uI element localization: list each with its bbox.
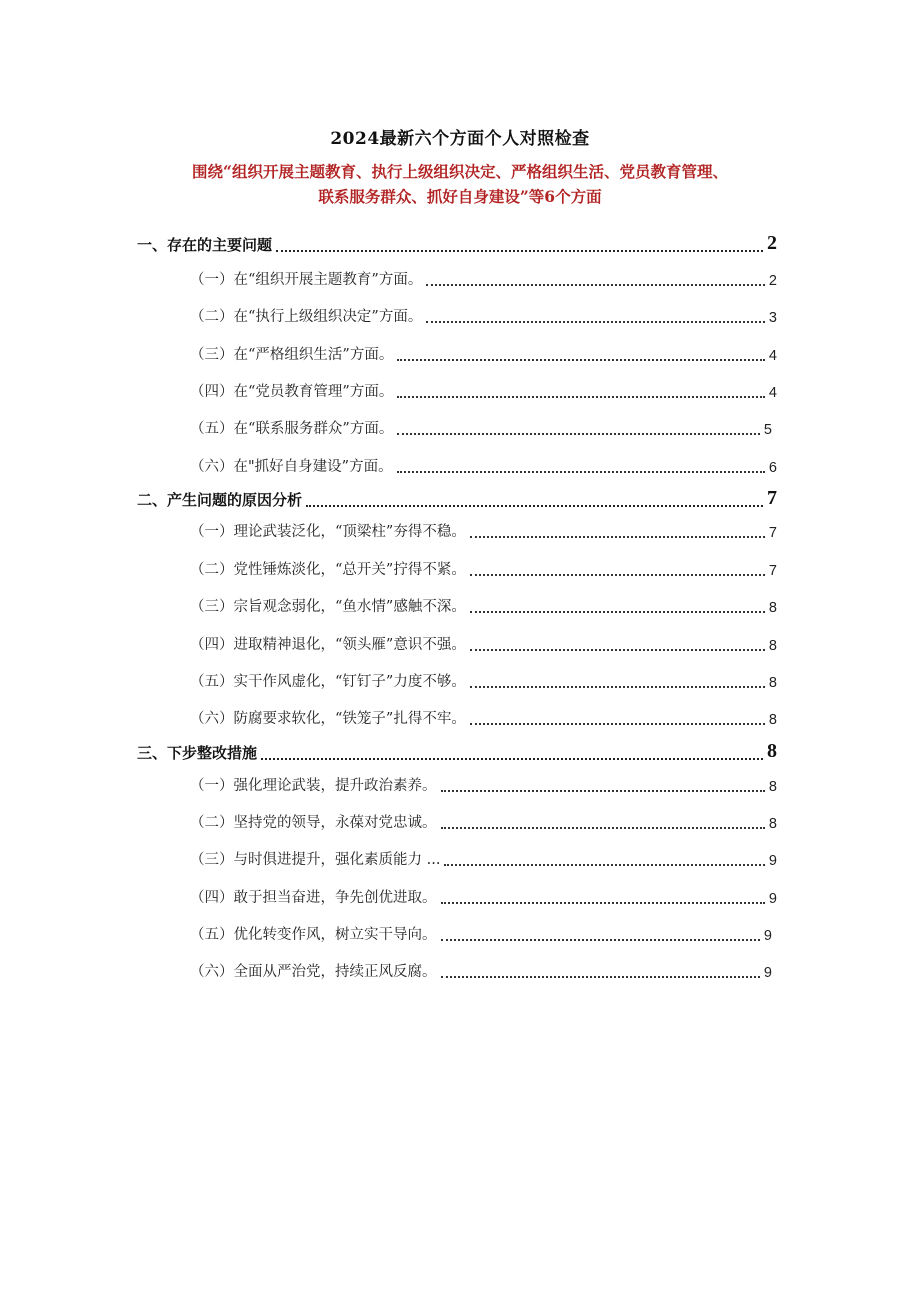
toc-page-number: 8 <box>768 816 777 832</box>
toc-item-label: （五）实干作风虚化，“钉钉子”力度不够。 <box>190 674 466 690</box>
toc-page-number: 2 <box>768 273 777 289</box>
toc-leader-dots <box>470 648 765 651</box>
toc-item-label: （四）敢于担当奋进，争先创优进取。 <box>190 890 437 906</box>
toc-item-3-6[interactable] <box>190 960 772 981</box>
toc-page-number: 8 <box>768 779 777 795</box>
toc-item-label: （二）党性锤炼淡化，“总开关”拧得不紧。 <box>190 562 466 578</box>
toc-item-label: （四）在“党员教育管理”方面。 <box>190 384 394 400</box>
toc-item-label: （六）在"抓好自身建设”方面。 <box>190 459 393 475</box>
toc-item-label: （二）坚持党的领导，永葆对党忠诚。 <box>190 815 437 831</box>
toc-leader-dots <box>441 789 765 792</box>
toc-leader-dots <box>470 685 765 688</box>
toc-item-label: （一）在“组织开展主题教育”方面。 <box>190 272 423 288</box>
toc-page-number: 8 <box>767 740 777 762</box>
toc-item-label: （六）全面从严治党，持续正风反腐。 <box>190 964 437 980</box>
toc-item-2-3[interactable] <box>190 595 777 616</box>
toc-item-label: （一）强化理论武装，提升政治素养。 <box>190 778 437 794</box>
toc-leader-dots <box>470 722 765 725</box>
toc-page-number: 9 <box>763 965 772 981</box>
toc-item-label: （五）优化转变作风，树立实干导向。 <box>190 927 437 943</box>
toc-item-label: （三）与时俱进提升，强化素质能力 ... <box>190 852 441 868</box>
toc-page-number: 6 <box>768 460 777 476</box>
toc-item-3-4[interactable] <box>190 886 777 907</box>
toc-leader-dots <box>276 249 763 252</box>
toc-page-number: 8 <box>768 675 777 691</box>
toc-item-2-2[interactable] <box>190 558 777 579</box>
toc-item-label: （三）在“严格组织生活”方面。 <box>190 347 394 363</box>
toc-page-number: 8 <box>768 712 777 728</box>
toc-item-1-1[interactable] <box>190 268 777 289</box>
toc-page-number: 3 <box>768 310 777 326</box>
toc-page-number: 2 <box>767 232 777 254</box>
toc-item-2-5[interactable] <box>190 670 777 691</box>
toc-page-number: 8 <box>768 600 777 616</box>
toc-leader-dots <box>441 901 765 904</box>
toc-leader-dots <box>397 432 760 435</box>
toc-leader-dots <box>470 610 765 613</box>
toc-page-number: 9 <box>763 928 772 944</box>
toc-item-label: （一）理论武装泛化，“顶梁柱”夯得不稳。 <box>190 524 466 540</box>
toc-leader-dots <box>306 504 763 507</box>
toc-item-label: （二）在“执行上级组织决定”方面。 <box>190 309 423 325</box>
toc-leader-dots <box>470 535 765 538</box>
toc-section-label: 一、存在的主要问题 <box>137 236 273 254</box>
toc-section-label: 二、产生问题的原因分析 <box>137 491 303 509</box>
toc-leader-dots <box>397 395 765 398</box>
toc-page-number: 9 <box>768 891 777 907</box>
toc-page-number: 9 <box>768 853 777 869</box>
toc-section-1[interactable] <box>137 232 777 255</box>
toc-item-3-1[interactable] <box>190 774 777 795</box>
toc-item-2-1[interactable] <box>190 520 777 541</box>
toc-item-2-6[interactable] <box>190 707 777 728</box>
toc-item-2-4[interactable] <box>190 633 777 654</box>
toc-leader-dots <box>441 826 765 829</box>
toc-item-1-3[interactable] <box>190 343 777 364</box>
toc-page-number: 4 <box>768 385 777 401</box>
toc-item-3-5[interactable] <box>190 923 772 944</box>
toc-leader-dots <box>426 320 765 323</box>
document-title: 2024最新六个方面个人对照检查 <box>330 129 590 149</box>
toc-item-1-6[interactable] <box>190 455 777 476</box>
toc-leader-dots <box>426 283 765 286</box>
toc-leader-dots <box>261 757 763 760</box>
toc-section-3[interactable] <box>137 740 777 763</box>
toc-page-number: 7 <box>767 487 777 509</box>
toc-page-number: 4 <box>768 348 777 364</box>
toc-page-number: 7 <box>768 563 777 579</box>
toc-item-1-2[interactable] <box>190 305 777 326</box>
toc-item-1-5[interactable] <box>190 417 772 438</box>
document-subtitle-line2: 联系服务群众、抓好自身建设”等6个方面 <box>318 187 602 206</box>
toc-item-label: （三）宗旨观念弱化，“鱼水情”感触不深。 <box>190 599 466 615</box>
toc-leader-dots <box>441 975 760 978</box>
toc-leader-dots <box>444 863 764 866</box>
toc-page-number: 8 <box>768 638 777 654</box>
toc-section-2[interactable] <box>137 487 777 510</box>
toc-page-number: 5 <box>763 422 772 438</box>
toc-item-3-2[interactable] <box>190 811 777 832</box>
toc-item-label: （四）进取精神退化，“领头雁”意识不强。 <box>190 637 466 653</box>
toc-item-label: （五）在“联系服务群众”方面。 <box>190 421 394 437</box>
toc-item-1-4[interactable] <box>190 380 777 401</box>
toc-leader-dots <box>441 938 760 941</box>
toc-leader-dots <box>397 470 765 473</box>
toc-leader-dots <box>470 573 765 576</box>
toc-item-label: （六）防腐要求软化，“铁笼子”扎得不牢。 <box>190 711 466 727</box>
toc-item-3-3[interactable] <box>190 848 777 869</box>
document-subtitle-line1: 围绕“组织开展主题教育、执行上级组织决定、严格组织生活、党员教育管理、 <box>192 162 728 181</box>
toc-section-label: 三、下步整改措施 <box>137 744 258 762</box>
toc-leader-dots <box>397 358 765 361</box>
toc-page-number: 7 <box>768 525 777 541</box>
